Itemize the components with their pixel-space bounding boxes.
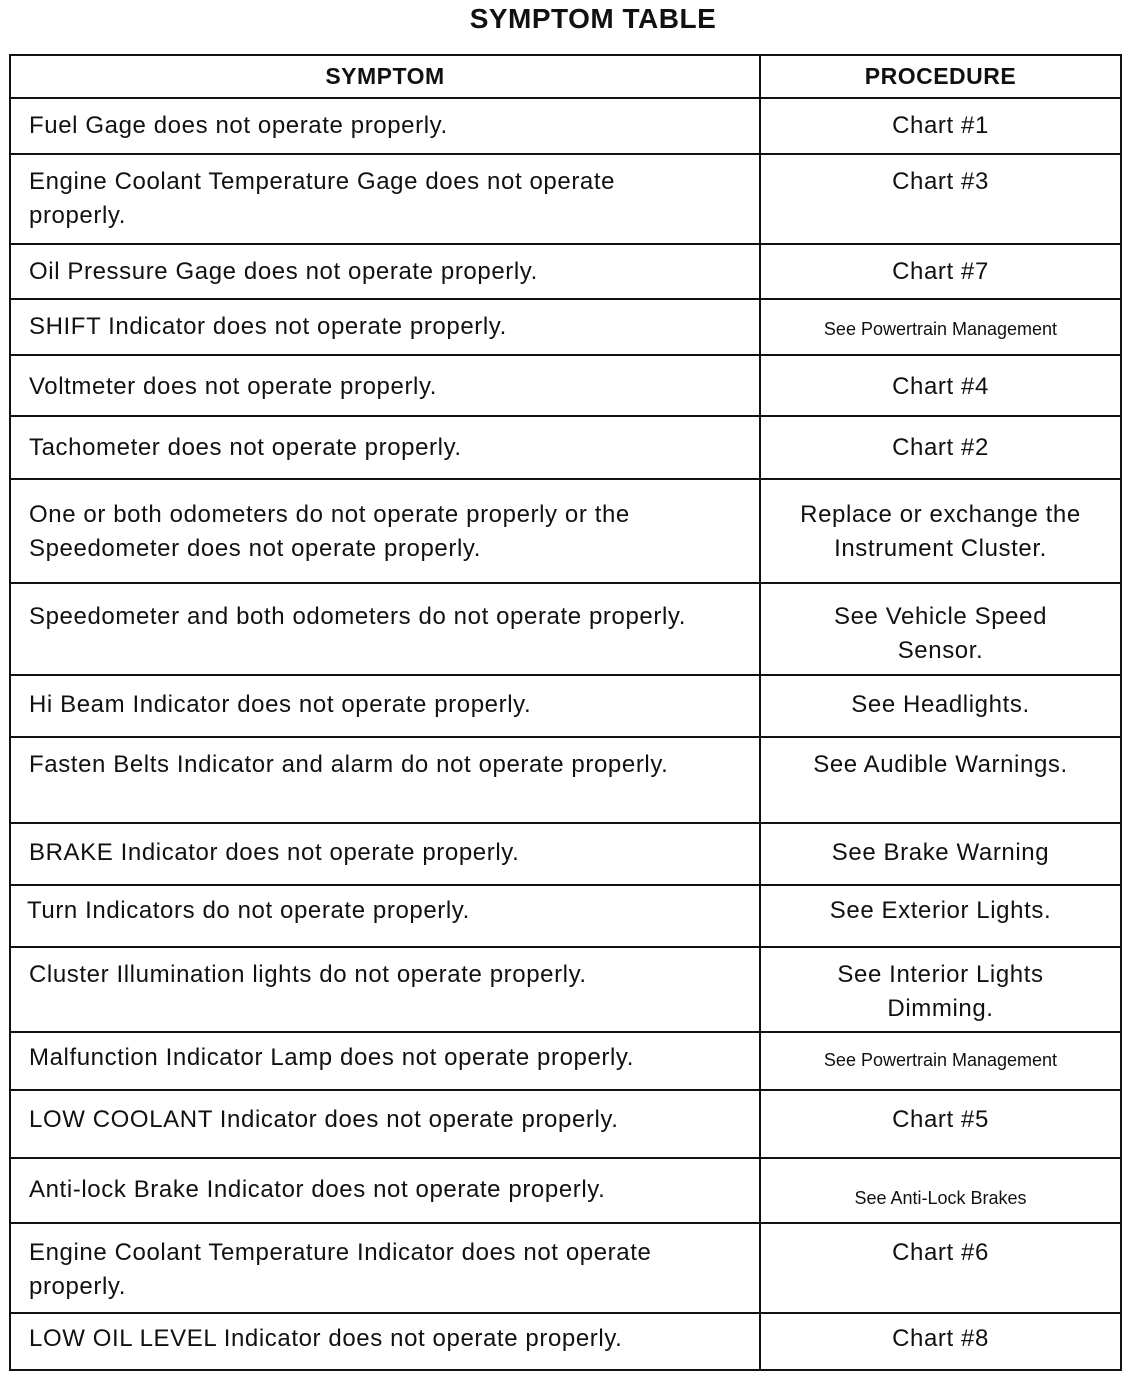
header-row: [10, 55, 1121, 98]
table-row: [10, 1223, 1121, 1313]
symptom-cell: Speedometer and both odometers do not operate properly.: [10, 583, 760, 675]
procedure-cell: See Interior Lights Dimming.: [760, 947, 1121, 1032]
table-row: [10, 299, 1121, 355]
table-row: [10, 737, 1121, 823]
symptom-cell: SHIFT Indicator does not operate properly.: [10, 299, 760, 355]
procedure-cell: See Exterior Lights.: [760, 885, 1121, 947]
procedure-cell: See Powertrain Management: [760, 1032, 1121, 1090]
table-row: [10, 154, 1121, 244]
procedure-cell: Chart #5: [760, 1090, 1121, 1158]
table-row: [10, 947, 1121, 1032]
table-row: [10, 823, 1121, 885]
page-title: SYMPTOM TABLE: [469, 3, 717, 34]
table-row: [10, 244, 1121, 299]
table-row: [10, 416, 1121, 479]
symptom-cell: Oil Pressure Gage does not operate properly.: [10, 244, 760, 299]
procedure-cell: See Powertrain Management: [760, 299, 1121, 355]
procedure-cell: See Vehicle Speed Sensor.: [760, 583, 1121, 675]
table-row: [10, 1313, 1121, 1370]
symptom-cell: Anti-lock Brake Indicator does not operate properly.: [10, 1158, 760, 1223]
procedure-cell: Chart #4: [760, 355, 1121, 416]
procedure-cell: See Audible Warnings.: [760, 737, 1121, 823]
symptom-cell: Engine Coolant Temperature Indicator does not operate properly.: [10, 1223, 760, 1313]
table-row: [10, 583, 1121, 675]
procedure-cell: Chart #2: [760, 416, 1121, 479]
symptom-column-header: SYMPTOM: [10, 55, 760, 98]
table-row: [10, 1032, 1121, 1090]
procedure-cell: Replace or exchange the Instrument Cluster.: [760, 479, 1121, 583]
procedure-cell: Chart #7: [760, 244, 1121, 299]
symptom-cell: LOW OIL LEVEL Indicator does not operate properly.: [10, 1313, 760, 1370]
table-row: [10, 1158, 1121, 1223]
symptom-cell: Tachometer does not operate properly.: [10, 416, 760, 479]
symptom-cell: Turn Indicators do not operate properly.: [10, 885, 760, 947]
table-row: [10, 479, 1121, 583]
table-row: [10, 885, 1121, 947]
procedure-cell: Chart #8: [760, 1313, 1121, 1370]
procedure-cell: Chart #3: [760, 154, 1121, 244]
procedure-cell: See Headlights.: [760, 675, 1121, 737]
procedure-cell: Chart #6: [760, 1223, 1121, 1313]
table-row: [10, 355, 1121, 416]
table-row: [10, 675, 1121, 737]
procedure-cell: Chart #1: [760, 98, 1121, 154]
symptom-table: [9, 54, 1122, 1371]
symptom-cell: One or both odometers do not operate properly or the Speedometer does not operate properly.: [10, 479, 760, 583]
procedure-cell: See Anti-Lock Brakes: [760, 1158, 1121, 1223]
symptom-cell: Voltmeter does not operate properly.: [10, 355, 760, 416]
symptom-cell: Engine Coolant Temperature Gage does not operate properly.: [10, 154, 760, 244]
table-row: [10, 1090, 1121, 1158]
symptom-cell: Fuel Gage does not operate properly.: [10, 98, 760, 154]
symptom-cell: Malfunction Indicator Lamp does not operate properly.: [10, 1032, 760, 1090]
procedure-cell: See Brake Warning: [760, 823, 1121, 885]
symptom-cell: LOW COOLANT Indicator does not operate properly.: [10, 1090, 760, 1158]
symptom-cell: Hi Beam Indicator does not operate properly.: [10, 675, 760, 737]
table-row: [10, 98, 1121, 154]
procedure-column-header: PROCEDURE: [760, 55, 1121, 98]
symptom-cell: Fasten Belts Indicator and alarm do not operate properly.: [10, 737, 760, 823]
symptom-cell: Cluster Illumination lights do not operate properly.: [10, 947, 760, 1032]
symptom-cell: BRAKE Indicator does not operate properly.: [10, 823, 760, 885]
